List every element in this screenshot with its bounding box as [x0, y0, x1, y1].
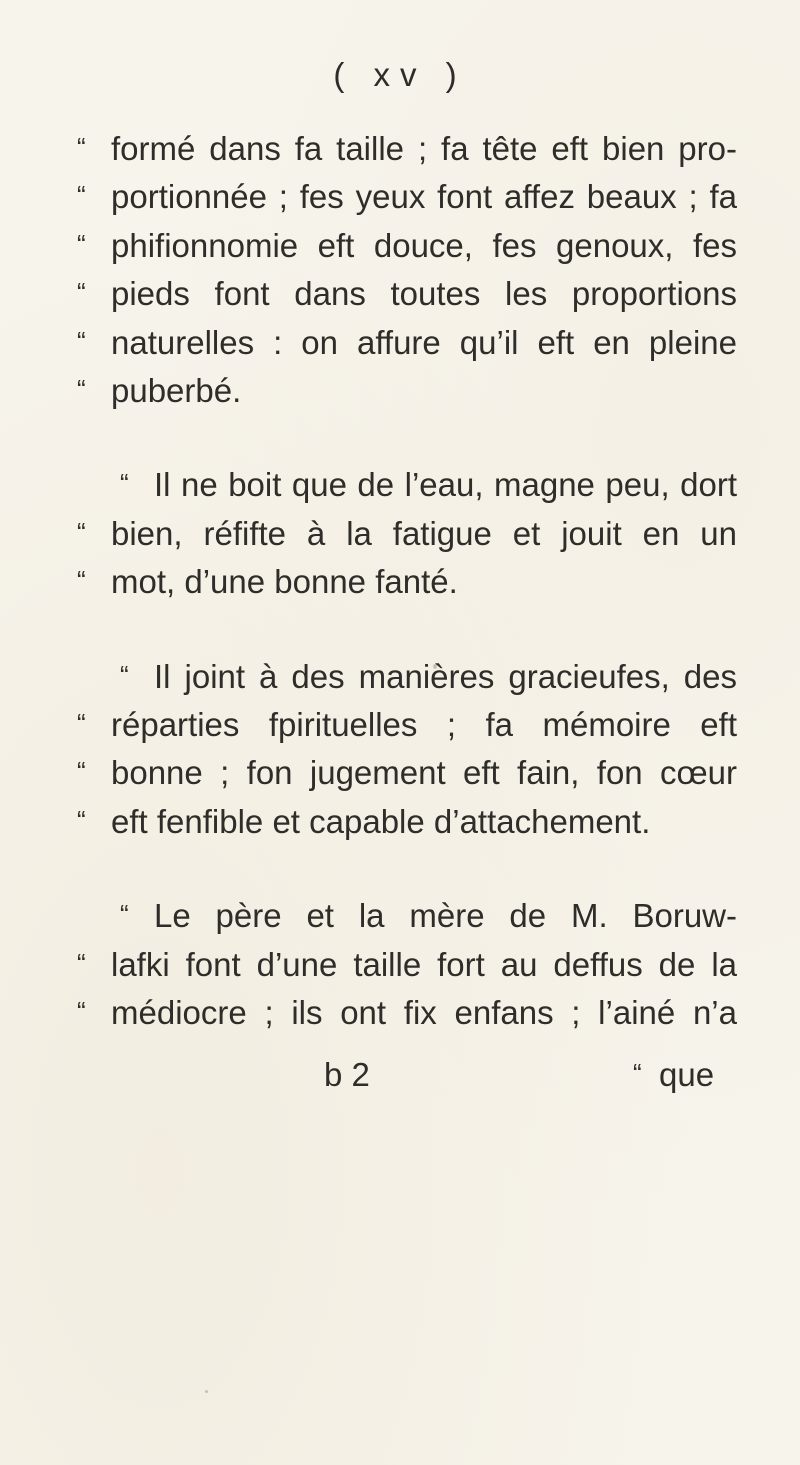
quote-mark: “ — [77, 804, 86, 835]
paper-speck — [433, 664, 437, 669]
text-line: “ lafki font d’une taille fort au deffus de la — [77, 940, 737, 988]
quote-mark: “ — [77, 180, 86, 211]
paragraph — [77, 891, 737, 1036]
quote-mark: “ — [77, 708, 86, 739]
text-line: “ mot, d’une bonne fanté. — [77, 557, 737, 605]
page-footer — [0, 1056, 800, 1104]
text-line: “ bien, réfifte à la fatigue et jouit en un — [77, 509, 737, 557]
quote-mark: “ — [77, 325, 86, 356]
paragraph — [77, 124, 737, 414]
text-line: “ phifionnomie eft douce, fes genoux, fes — [77, 221, 737, 269]
text-line: “ Il joint à des manières gracieufes, des — [77, 652, 737, 700]
page-number-header: ( xv ) — [333, 56, 467, 93]
text-line: “ portionnée ; fes yeux font affez beaux ; fa — [77, 172, 737, 220]
text-line: “ Il ne boit que de l’eau, magne peu, dort — [77, 460, 737, 508]
quote-mark: “ — [633, 1058, 642, 1088]
text-line: “ puberbé. — [77, 366, 737, 414]
text-line: “ bonne ; fon jugement eft fain, fon cœur — [77, 748, 737, 796]
signature-mark: b 2 — [324, 1056, 370, 1093]
quote-mark: “ — [77, 756, 86, 787]
text-line: “ Le père et la mère de M. Boruw- — [77, 891, 737, 939]
quote-mark: “ — [120, 899, 129, 930]
quote-mark: “ — [120, 468, 129, 499]
quote-mark: “ — [77, 132, 86, 162]
quote-mark: “ — [77, 228, 86, 259]
quote-mark: “ — [77, 996, 86, 1027]
text-line: “ médiocre ; ils ont fix enfans ; l’ainé n’a — [77, 988, 737, 1036]
paragraph — [77, 460, 737, 605]
text-line: “ naturelles : on affure qu’il eft en pleine — [77, 318, 737, 366]
paragraph — [77, 652, 737, 846]
text-line: “ formé dans fa taille ; fa tête eft bien pro- — [77, 124, 737, 172]
quote-mark: “ — [120, 659, 129, 690]
text-line: “ eft fenfible et capable d’attachement. — [77, 797, 737, 845]
catchword: “ que — [633, 1056, 715, 1093]
text-line: “ réparties fpirituelles ; fa mémoire eft — [77, 700, 737, 748]
quote-mark: “ — [77, 947, 86, 978]
quote-mark: “ — [77, 565, 86, 596]
quote-mark: “ — [77, 277, 86, 308]
page-body — [77, 124, 737, 1083]
quote-mark: “ — [77, 374, 86, 405]
paper-speck — [205, 1390, 208, 1393]
text-line: “ pieds font dans toutes les proportions — [77, 269, 737, 317]
quote-mark: “ — [77, 516, 86, 547]
